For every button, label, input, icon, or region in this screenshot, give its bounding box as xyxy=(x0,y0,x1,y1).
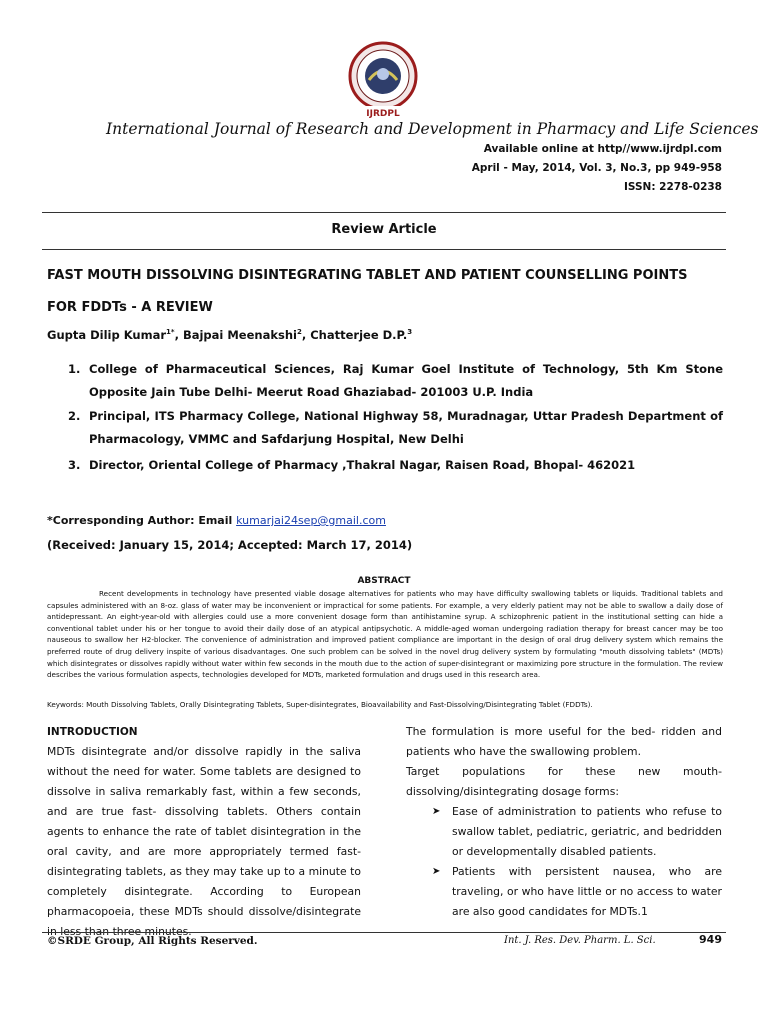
header-rule xyxy=(42,212,726,213)
corresponding-label: *Corresponding Author: Email xyxy=(47,514,237,527)
issue-info: April - May, 2014, Vol. 3, No.3, pp 949-958 xyxy=(471,162,722,174)
intro-paragraph: MDTs disintegrate and/or dissolve rapidly in the saliva without the need for water. Some tablets are designed to dissolve in saliva remarkably fast, within a few seconds, and are true fast- dissolving tablets. Others contain agents to enhance the rate of tablet disintegration in the oral cavity, and are more appropriately termed fast-disintegrating tablets, as they may take up to a minute to completely disintegrate. According to European pharmacopoeia, these MDTs should dissolve/disintegrate in less than three minutes. xyxy=(47,745,361,938)
left-column xyxy=(47,722,361,942)
author-affil-mark: 2 xyxy=(296,328,302,337)
affiliation-item xyxy=(68,405,723,451)
intro-heading: INTRODUCTION xyxy=(47,726,138,738)
bullet-item xyxy=(406,802,722,862)
right-paragraph: Target populations for these new mouth-dissolving/disintegrating dosage forms: xyxy=(406,765,722,798)
footer-rule xyxy=(42,932,726,933)
affiliation-text: Director, Oriental College of Pharmacy ,Thakral Nagar, Raisen Road, Bhopal- 462021 xyxy=(89,458,636,472)
page-number: 949 xyxy=(699,933,722,946)
author-affil-mark: 1* xyxy=(166,328,175,337)
author-affil-mark: 3 xyxy=(407,328,413,337)
affiliation-number: 2. xyxy=(68,409,81,423)
author-sep: , xyxy=(301,328,311,342)
issn: ISSN: 2278-0238 xyxy=(623,181,722,193)
bullet-item xyxy=(406,862,722,922)
journal-logo xyxy=(343,40,423,120)
right-column xyxy=(406,722,722,922)
affiliation-item xyxy=(68,454,723,477)
type-rule xyxy=(42,249,726,250)
abstract-body xyxy=(47,588,723,681)
copyright: ©SRDE Group, All Rights Reserved. xyxy=(47,935,258,947)
article-title-line1: FAST MOUTH DISSOLVING DISINTEGRATING TABLET AND PATIENT COUNSELLING POINTS xyxy=(47,268,688,283)
affiliation-number: 1. xyxy=(68,362,81,376)
author-name: Bajpai Meenakshi xyxy=(182,328,297,342)
corresponding-author xyxy=(47,514,386,527)
author-list xyxy=(47,328,412,342)
journal-abbreviation: Int. J. Res. Dev. Pharm. L. Sci. xyxy=(504,935,656,946)
affiliation-item xyxy=(68,358,723,404)
bullet-text: Patients with persistent nausea, who are traveling, or who have little or no access to water are also good candidates for MDTs.1 xyxy=(452,865,722,918)
right-paragraph: The formulation is more useful for the bed- ridden and patients who have the swallowing problem. xyxy=(406,725,722,758)
author-name: Gupta Dilip Kumar xyxy=(47,328,167,342)
arrow-bullet-icon: ➤ xyxy=(432,866,441,877)
received-dates: (Received: January 15, 2014; Accepted: March 17, 2014) xyxy=(47,538,413,552)
article-type: Review Article xyxy=(331,222,437,237)
affiliation-number: 3. xyxy=(68,458,81,472)
bullet-text: Ease of administration to patients who refuse to swallow tablet, pediatric, geriatric, and bedridden or developmentally disabled patients. xyxy=(452,805,722,858)
journal-url: Available online at http//www.ijrdpl.com xyxy=(483,143,722,155)
keywords: Keywords: Mouth Dissolving Tablets, Orally Disintegrating Tablets, Super-disintegrates, Bioavailability and Fast-Dissolving/Disintegrating Tablet (FDDTs). xyxy=(47,700,593,709)
abstract-text: Recent developments in technology have presented viable dosage alternatives for patients who may have difficulty swallowing tablets or liquids. Traditional tablets and capsules administered with an 8-oz. glass of water may be inconvenient or impractical for some patients. For example, a very elderly patient may not be able to swallow a daily dose of antidepressant. An eight-year-old with allergies could use a more convenient dosage form than antihistamine syrup. A schizophrenic patient in the institutional setting can hide a conventional tablet under his or her tongue to avoid their daily dose of an atypical antipsychotic. A middle-aged woman undergoing radiation therapy for breast cancer may be too nauseous to swallow her H2-blocker. The convenience of administration and improved patient compliance are important in the design of oral drug delivery system which remains the preferred route of drug delivery inspite of various disadvantages. One such problem can be solved in the novel drug delivery system by formulating "mouth dissolving tablets" (MDTs) which disintegrates or dissolves rapidly without water within few seconds in the mouth due to the action of super-disintegrant or maximizing pore structure in the formulation. The review describes the various formulation aspects, technologies developed for MDTs, marketed formulation and drugs used in this research area. xyxy=(47,589,723,680)
affiliation-text: College of Pharmaceutical Sciences, Raj Kumar Goel Institute of Technology, 5th Km Stone Opposite Jain Tube Delhi- Meerut Road Ghaziabad- 201003 U.P. India xyxy=(89,362,723,399)
abstract-heading: ABSTRACT xyxy=(357,576,411,586)
corresponding-email-link[interactable]: kumarjai24sep@gmail.com xyxy=(236,514,386,527)
author-sep: , xyxy=(174,328,183,342)
journal-title: International Journal of Research and Development in Pharmacy and Life Sciences xyxy=(106,120,759,138)
affiliation-text: Principal, ITS Pharmacy College, National Highway 58, Muradnagar, Uttar Pradesh Department of Pharmacology, VMMC and Safdarjung Hospital, New Delhi xyxy=(89,409,723,446)
article-title-line2: FOR FDDTs - A REVIEW xyxy=(47,300,213,315)
author-name: Chatterjee D.P. xyxy=(310,328,408,342)
logo-text: IJRDPL xyxy=(366,109,400,119)
arrow-bullet-icon: ➤ xyxy=(432,806,441,817)
